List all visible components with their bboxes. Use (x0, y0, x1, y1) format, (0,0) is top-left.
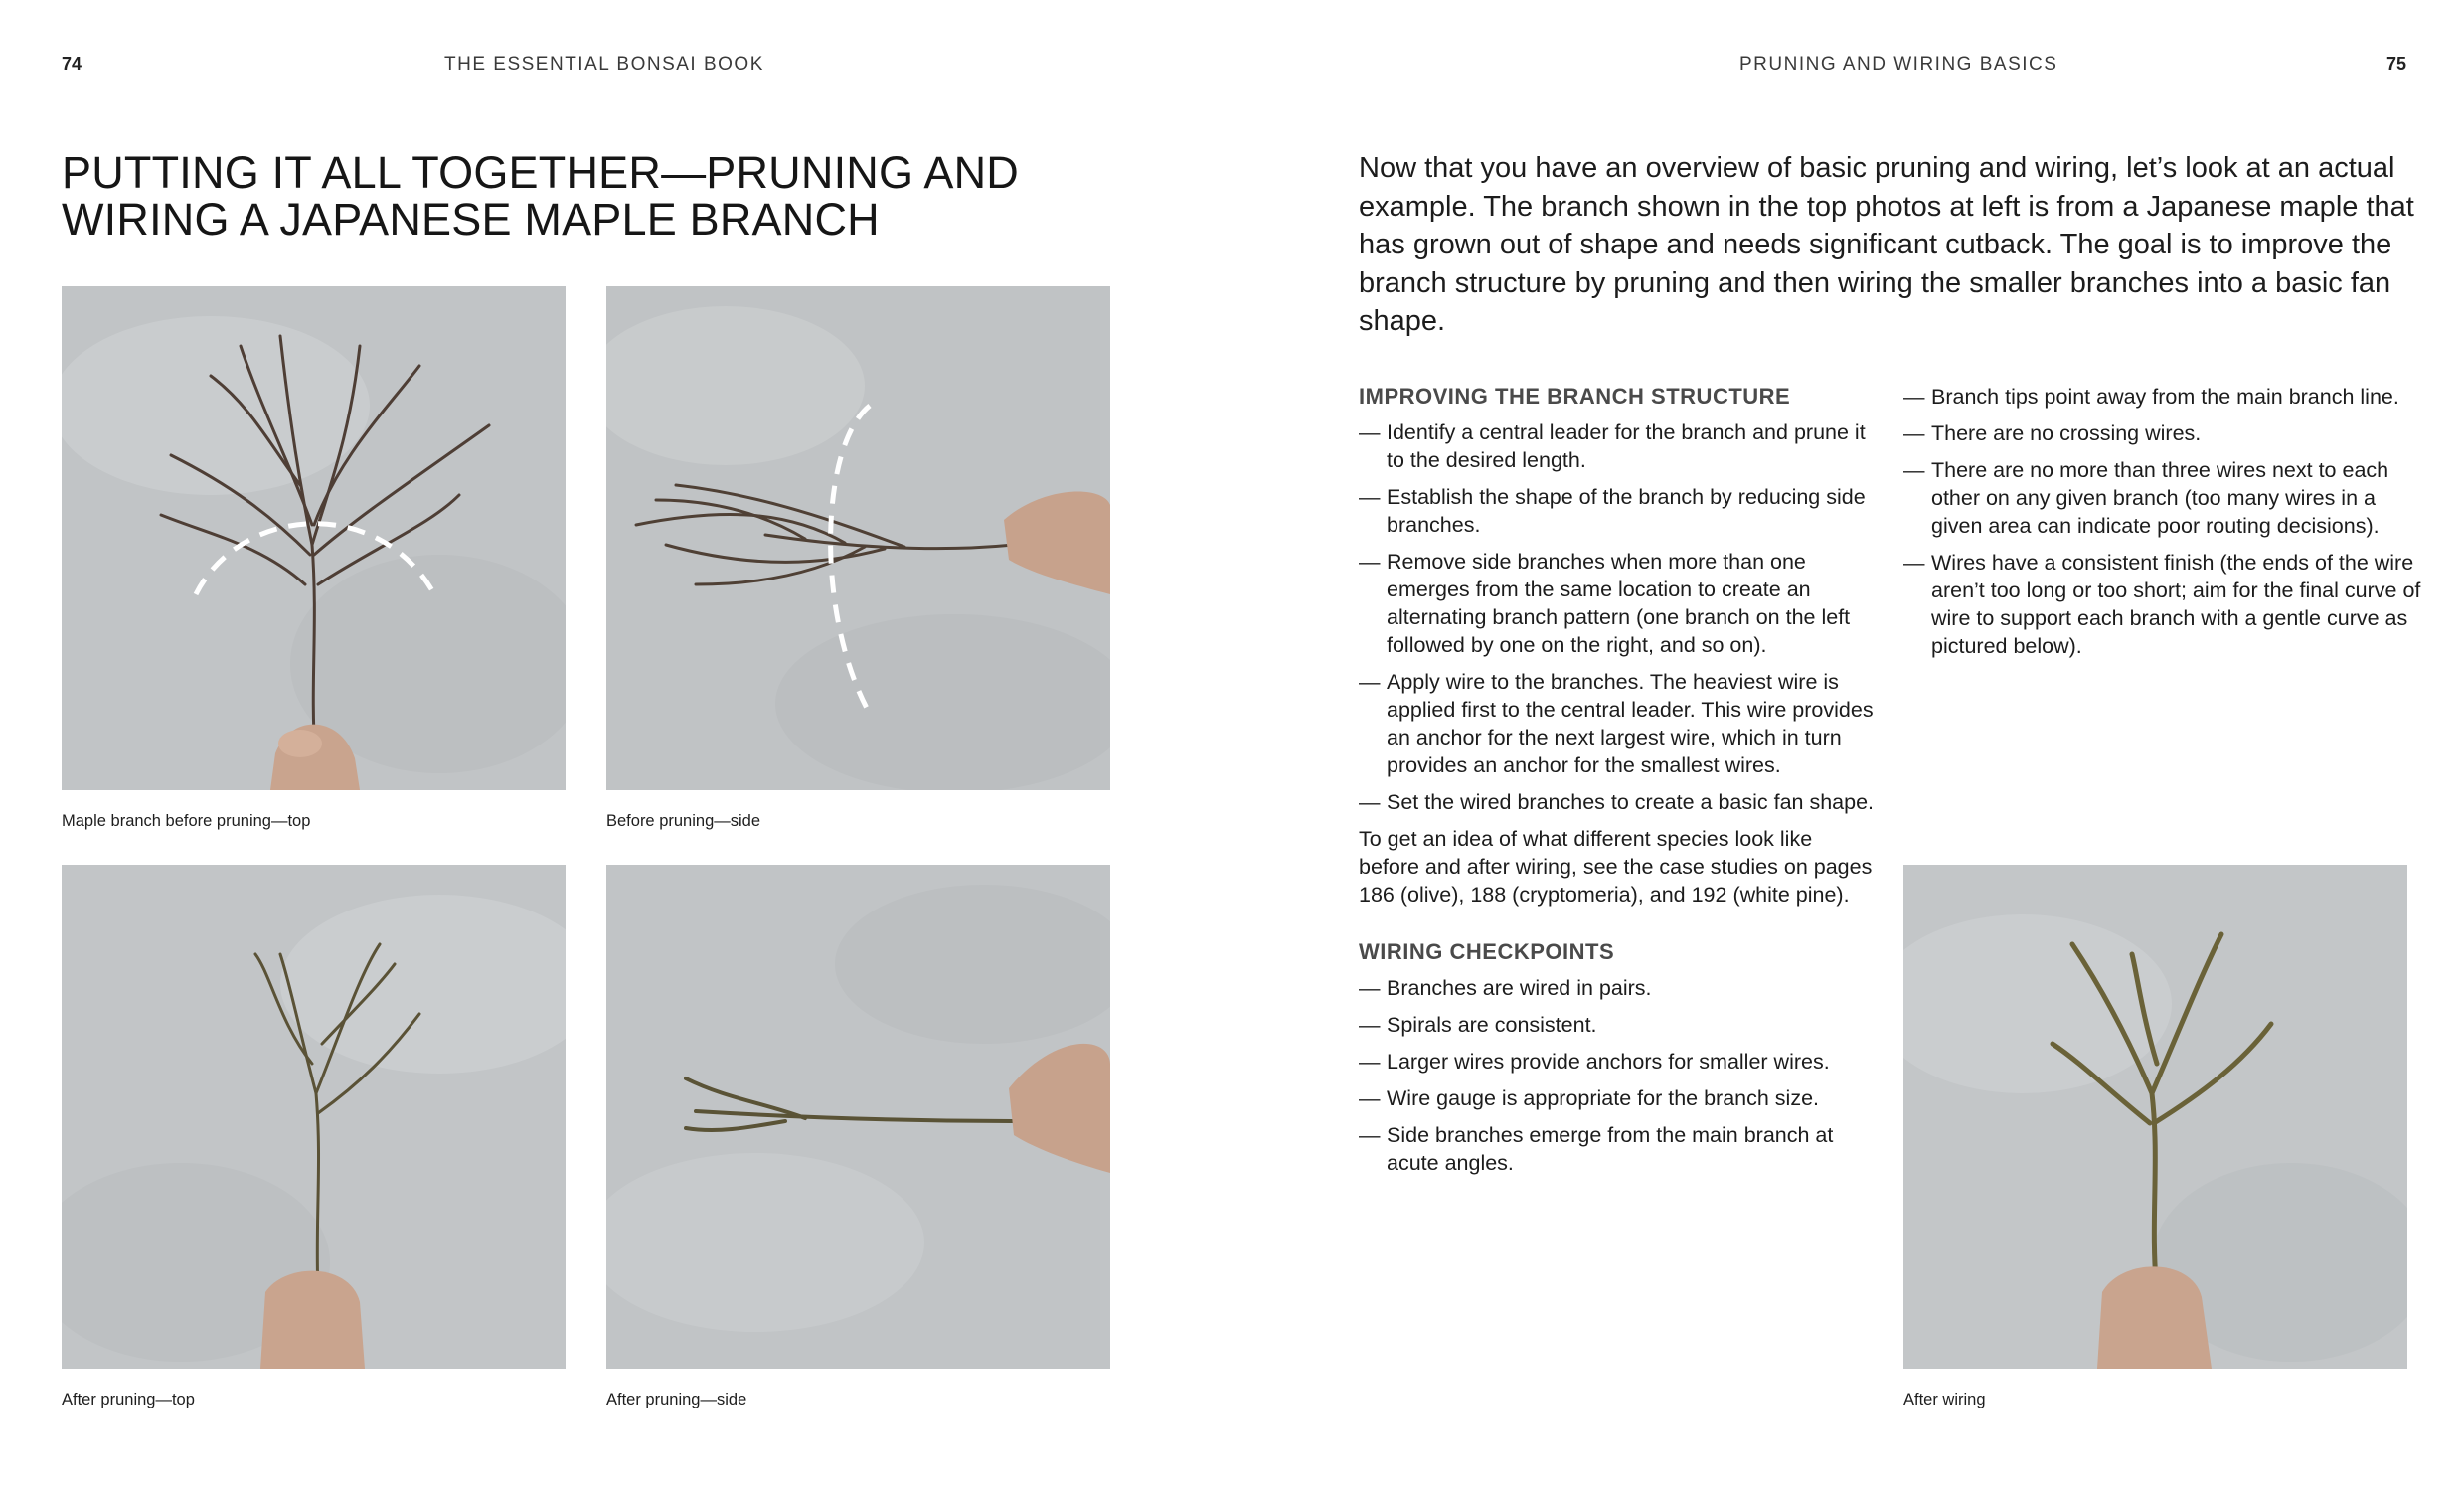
list-item: — Set the wired branches to create a basic fan shape. (1359, 788, 1876, 816)
photo-after-wiring (1903, 865, 2407, 1369)
photo-after-pruning-top (62, 865, 566, 1369)
intro-paragraph: Now that you have an overview of basic pruning and wiring, let’s look at an actual example. The branch shown in the top photos at left is from a Japanese maple that has grown out of shape and needs significant cutback. The goal is to improve the branch structure by pruning and then wiring the smaller branches into a basic fan shape. (1359, 152, 2414, 337)
list-item: — Wire gauge is appropriate for the branch size. (1359, 1084, 1876, 1112)
list-item: — Remove side branches when more than one emerges from the same location to create an alternating branch pattern (one branch on the left followed by one on the right, and so on). (1359, 548, 1876, 659)
list-item: — Identify a central leader for the branch and prune it to the desired length. (1359, 418, 1876, 474)
caption-before-pruning-side: Before pruning—side (606, 812, 761, 830)
page-number-right: 75 (2386, 54, 2407, 74)
caption-after-pruning-side: After pruning—side (606, 1391, 747, 1408)
page-title-line-1: PUTTING IT ALL TOGETHER—PRUNING AND (62, 147, 1020, 198)
caption-after-wiring: After wiring (1903, 1391, 1986, 1408)
list-item: — There are no more than three wires next to each other on any given branch (too many wires in a given area can indicate poor routing decisions). (1903, 456, 2422, 540)
list-item: — Wires have a consistent finish (the ends of the wire aren’t too long or too short; aim for the final curve of wire to support each branch with a gentle curve as pictured below). (1903, 549, 2422, 660)
list-branch-structure (1359, 418, 1876, 816)
caption-after-pruning-top: After pruning—top (62, 1391, 195, 1408)
column-1 (1359, 383, 1876, 1186)
running-head-right: PRUNING AND WIRING BASICS (1739, 54, 2058, 75)
list-wiring-checkpoints-continued (1903, 383, 2422, 660)
list-item: — Side branches emerge from the main branch at acute angles. (1359, 1121, 1876, 1177)
list-item: — There are no crossing wires. (1903, 419, 2422, 447)
caption-before-pruning-top: Maple branch before pruning—top (62, 812, 311, 830)
page-title-line-2: WIRING A JAPANESE MAPLE BRANCH (62, 194, 880, 245)
column-2 (1903, 383, 2422, 669)
list-item: — Establish the shape of the branch by reducing side branches. (1359, 483, 1876, 539)
photo-before-pruning-side (606, 286, 1110, 790)
heading-improving-branch-structure: IMPROVING THE BRANCH STRUCTURE (1359, 384, 1791, 409)
list-item: — Branch tips point away from the main branch line. (1903, 383, 2422, 411)
list-item: — Larger wires provide anchors for smaller wires. (1359, 1048, 1876, 1076)
list-item: — Spirals are consistent. (1359, 1011, 1876, 1039)
species-note: To get an idea of what different species look like before and after wiring, see the case studies on pages 186 (olive), 188 (cryptomeria), and 192 (white pine). (1359, 827, 1873, 907)
page-title (62, 149, 1036, 243)
photo-after-pruning-side (606, 865, 1110, 1369)
heading-wiring-checkpoints: WIRING CHECKPOINTS (1359, 939, 1615, 964)
photo-before-pruning-top (62, 286, 566, 790)
list-item: — Branches are wired in pairs. (1359, 974, 1876, 1002)
running-head-left: THE ESSENTIAL BONSAI BOOK (444, 54, 764, 75)
page-number-left: 74 (62, 54, 82, 74)
list-item: — Apply wire to the branches. The heaviest wire is applied first to the central leader. This wire provides an anchor for the next largest wire, which in turn provides an anchor for the smallest wires. (1359, 668, 1876, 779)
list-wiring-checkpoints (1359, 974, 1876, 1177)
